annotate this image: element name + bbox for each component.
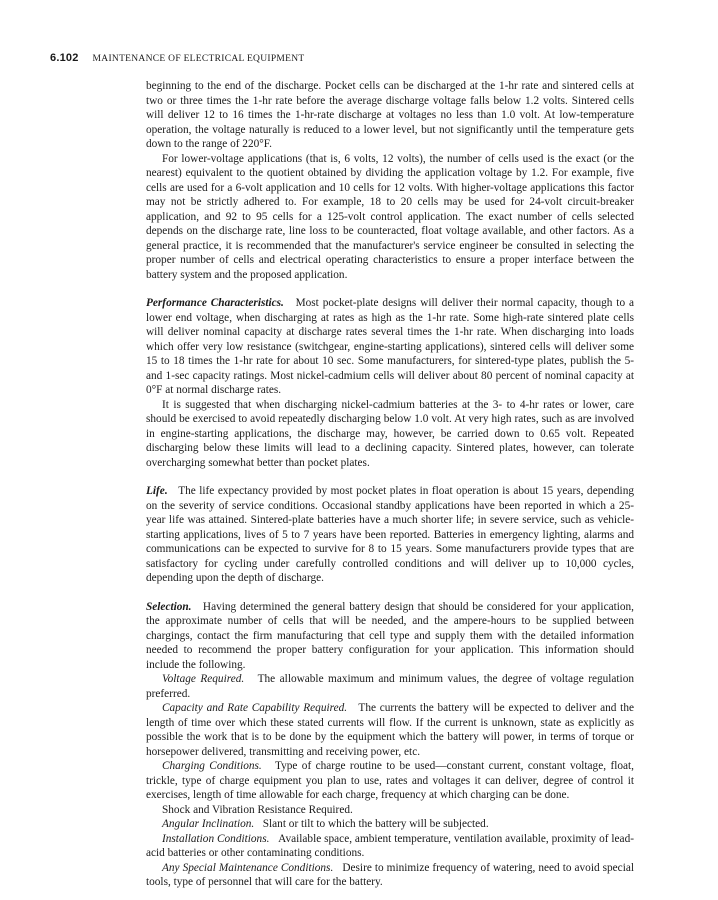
item-heading-capacity: Capacity and Rate Capability Required.	[162, 702, 348, 714]
item-heading-angular: Angular Inclination.	[162, 818, 255, 830]
item-text-angular: Slant or tilt to which the battery will be subjected.	[262, 818, 489, 830]
item-heading-charging: Charging Conditions.	[162, 760, 262, 772]
paragraph-discharge-limits: It is suggested that when discharging nickel-cadmium batteries at the 3- to 4-hr rates or lower, care should be exercised to avoid repeatedly discharging below 1.0 volt. At very high rates, such as are involved in engine-starting applications, the discharge may, however, be carried down to 0.65 volt. Repeated discharging below these limits will lead to a declining capacity. Sintered plates, however, can tolerate overcharging somewhat better than pocket plates.	[146, 398, 634, 469]
item-heading-maintenance: Any Special Maintenance Conditions.	[162, 861, 334, 874]
item-text-maintenance: Desire to minimize frequency of watering, need to avoid special tools, type of personnel that will care for the battery.	[146, 861, 634, 888]
item-shock-vibration: Shock and Vibration Resistance Required.	[162, 803, 353, 816]
item-capacity-required	[146, 701, 634, 759]
running-title: MAINTENANCE OF ELECTRICAL EQUIPMENT	[92, 54, 305, 64]
item-text-voltage: The allowable maximum and minimum values, the degree of voltage regulation preferred.	[146, 673, 634, 700]
section-heading-performance: Performance Characteristics.	[146, 297, 284, 309]
item-text-capacity: The currents the battery will be expected to deliver and the length of time over which these stated currents will flow. If the current is unknown, state as explicitly as possible the work that is to be done by the equipment which the battery will power, in terms of torque or horsepower delivered, transmitting and receiving power, etc.	[146, 702, 634, 758]
item-voltage-required	[146, 672, 634, 701]
page-number: 6.102	[50, 52, 79, 64]
section-text-selection: Having determined the general battery design that should be considered for your application, the approximate number of cells that will be needed, and the ampere-hours to be supplied between chargings, contact the firm manufacturing that cell type and supply them with the detailed information needed to recommend the proper battery configuration for your application. This information should include the following.	[146, 600, 635, 671]
item-heading-installation: Installation Conditions.	[162, 832, 270, 845]
item-text-installation: Available space, ambient temperature, ventilation available, proximity of lead-acid batteries or other contaminating conditions.	[146, 832, 634, 859]
page-header	[50, 52, 305, 64]
item-angular-inclination	[146, 817, 634, 832]
section-text-life: The life expectancy provided by most pocket plates in float operation is about 15 years, depending on the severity of service conditions. Occasional standby applications have been reported in which a 25-year life was attained. Sintered-plate batteries have a much shorter life; in severe service, such as vehicle-starting applications, lives of 5 to 7 years have been reported. Batteries in emergency lighting, alarms and communications can be expected to survive for 8 to 15 years. Some manufacturers provide types that are satisfactory for cycling under carefully controlled conditions and will deliver up to 10,000 cycles, depending upon the depth of discharge.	[146, 485, 634, 584]
section-life	[146, 484, 634, 586]
item-special-maintenance	[146, 861, 634, 890]
section-performance	[146, 296, 634, 398]
section-text-performance: Most pocket-plate designs will deliver their normal capacity, though to a lower end voltage, when discharging at rates as high as the 1-hr rate. Some high-rate sintered plate cells will deliver nominal capacity at discharge rates several times the 1-hr rate. When discharging into loads which offer very low resistance (switchgear, engine-starting applications), sintered cells will deliver some 15 to 18 times the 1-hr rate for about 10 sec. Some manufacturers, for sintered-type plates, publish the 5- and 1-sec capacity ratings. Most nickel-cadmium cells will deliver about 80 percent of nominal capacity at 0°F at normal discharge rates.	[146, 297, 635, 396]
body-text	[146, 79, 634, 890]
paragraph-cell-count: For lower-voltage applications (that is, 6 volts, 12 volts), the number of cells used is the exact (or the nearest) equivalent to the quotient obtained by dividing the application voltage by 1.2. For example, five cells are used for a 6-volt application and 10 cells for 12 volts. With higher-voltage applications this factor may not be strictly adhered to. For example, 18 to 20 cells may be used for 24-volt circuit-breaker application, and 92 to 95 cells for a 125-volt control application. The exact number of cells selected depends on the discharge rate, line loss to be counteracted, float voltage available, and other factors. As a general practice, it is recommended that the manufacturer's service engineer be consulted in selecting the proper number of cells and electrical operating characteristics to ensure a proper interface between the battery system and the proposed application.	[146, 152, 634, 281]
section-heading-life: Life.	[146, 485, 168, 497]
item-installation-conditions	[146, 832, 634, 861]
item-heading-voltage: Voltage Required.	[162, 673, 245, 685]
item-charging-conditions	[146, 759, 634, 803]
section-selection	[146, 600, 634, 673]
item-text-charging: Type of charge routine to be used—constant current, constant voltage, float, trickle, type of charge equipment you plan to use, rates and voltages it can deliver, degree of control it exercises, length of time allowable for each charge, frequency at which charging can be done.	[146, 760, 634, 801]
paragraph-discharge-continuation: beginning to the end of the discharge. Pocket cells can be discharged at the 1-hr rate and sintered cells at two or three times the 1-hr rate before the average discharge voltage falls below 1.2 volts. Sintered cells will deliver 12 to 16 times the 1-hr-rate discharge at voltages no less than 1.0 volt. At low-temperature operation, the voltage naturally is reduced to a lower level, but not significantly until the temperature gets down to the range of 220°F.	[146, 80, 634, 150]
section-heading-selection: Selection.	[146, 600, 192, 613]
